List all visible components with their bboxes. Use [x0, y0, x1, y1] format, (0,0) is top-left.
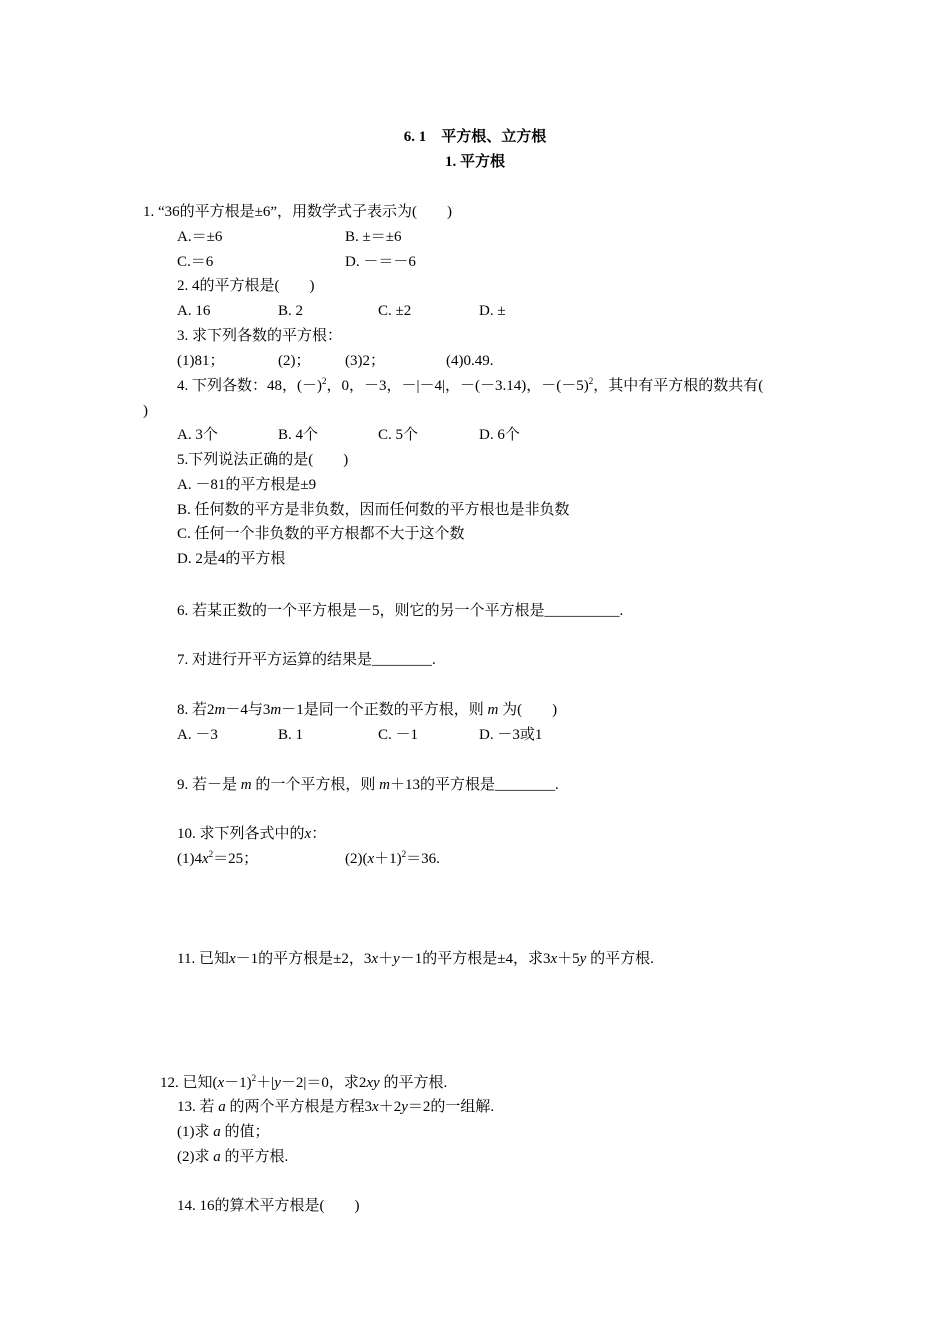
question-3-part-1: (1)81；	[177, 353, 225, 369]
question-4-option-b: B. 4个	[278, 427, 319, 443]
question-5-option-b: B. 任何数的平方是非负数，因而任何数的平方根也是非负数	[177, 502, 570, 518]
question-4-stem-close: )	[143, 403, 148, 419]
question-8-option-a: A. －3	[177, 727, 218, 743]
question-4-stem: 4. 下列各数：48，$(-)^2$，0，－3，－|－4|，－(－3.14)，$-(-5)^2$，其中有平方根的数共有(	[177, 376, 764, 394]
section-title: 1. 平方根	[444, 154, 505, 170]
question-9: 9. 若－是 m 的一个平方根，则 m＋13的平方根是________.	[177, 777, 559, 793]
question-10-part-2: $(2)(x+1)^2=36$.	[345, 849, 440, 867]
question-10-part-1: $(1)4x^2=25$；	[177, 849, 259, 867]
question-5-stem: 5.下列说法正确的是( )	[177, 452, 349, 468]
question-5-option-a: A. －81的平方根是±9	[177, 477, 317, 493]
question-2-option-b: B. 2	[278, 303, 304, 319]
question-13-stem: 13. 若 a 的两个平方根是方程3x＋2y＝2的一组解.	[177, 1099, 495, 1115]
question-10-stem: 10. 求下列各式中的x：	[177, 826, 327, 842]
question-4-option-d: D. 6个	[479, 427, 520, 443]
question-8-option-d: D. －3或1	[479, 727, 543, 743]
question-13-part-1: (1)求 a 的值；	[177, 1124, 270, 1140]
question-12: 12. 已知$(x-1)^2+|y-2|=0$，求2xy 的平方根.	[160, 1073, 448, 1091]
question-2-option-c: C. ±2	[378, 303, 412, 319]
question-1-option-b: B. ±＝±6	[345, 229, 402, 245]
question-2-stem: 2. 4的平方根是( )	[177, 278, 315, 294]
question-4-option-a: A. 3个	[177, 427, 218, 443]
question-3-part-3: (3)2；	[345, 353, 385, 369]
question-1-option-d: D. －＝－6	[345, 254, 416, 270]
question-3-stem: 3. 求下列各数的平方根：	[177, 328, 343, 344]
question-1-option-c: C.＝6	[177, 254, 214, 270]
question-14: 14. 16的算术平方根是( )	[177, 1198, 360, 1214]
question-3-part-4: (4)0.49.	[446, 353, 494, 369]
question-6: 6. 若某正数的一个平方根是－5，则它的另一个平方根是__________.	[177, 603, 624, 619]
question-7: 7. 对进行开平方运算的结果是________.	[177, 652, 436, 668]
question-2-option-d: D. ±	[479, 303, 506, 319]
question-5-option-d: D. 2是4的平方根	[177, 551, 286, 567]
question-11: 11. 已知x－1的平方根是±2，3x＋y－1的平方根是±4，求3x＋5y 的平方根.	[177, 951, 654, 967]
question-13-part-2: (2)求 a 的平方根.	[177, 1149, 289, 1165]
question-1-stem: 1. “36的平方根是±6”，用数学式子表示为( )	[143, 204, 453, 220]
question-5-option-c: C. 任何一个非负数的平方根都不大于这个数	[177, 526, 465, 542]
question-1-option-a: A.＝±6	[177, 229, 223, 245]
question-2-option-a: A. 16	[177, 303, 211, 319]
question-8-option-c: C. －1	[378, 727, 419, 743]
question-8-stem: 8. 若2m－4与3m－1是同一个正数的平方根，则 m 为( )	[177, 702, 558, 718]
question-3-part-2: (2)；	[278, 353, 311, 369]
question-4-option-c: C. 5个	[378, 427, 419, 443]
question-8-option-b: B. 1	[278, 727, 304, 743]
page-title: 6. 1 平方根、立方根	[403, 129, 547, 145]
